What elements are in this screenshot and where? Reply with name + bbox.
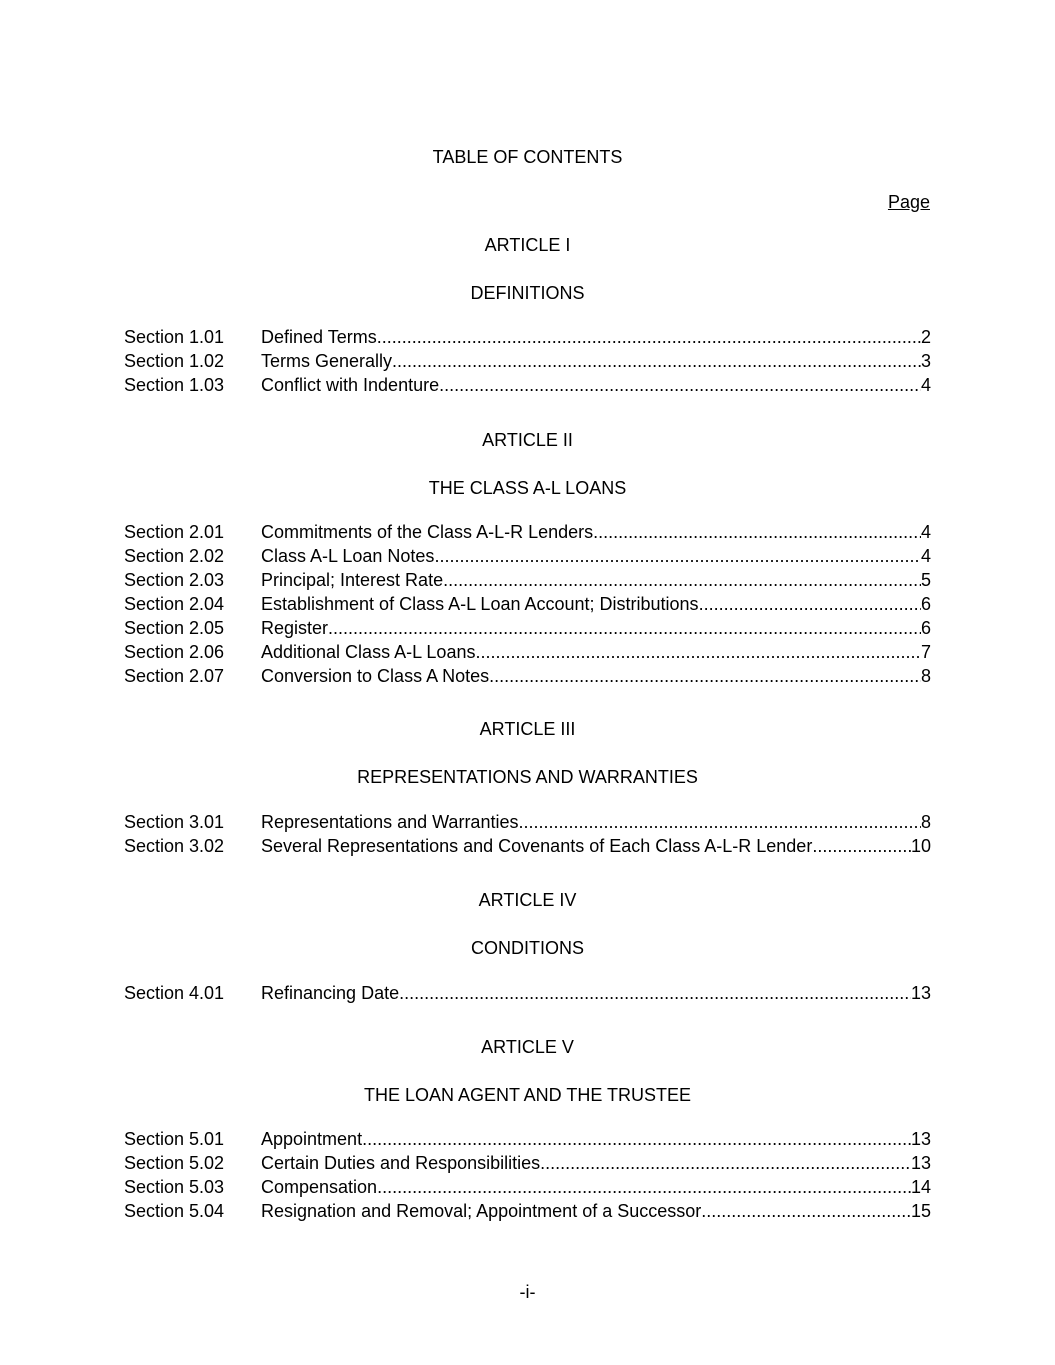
dot-leader xyxy=(699,592,921,616)
toc-entry[interactable] xyxy=(124,1151,931,1175)
toc-entry[interactable] xyxy=(124,544,931,568)
section-number: Section 5.01 xyxy=(124,1129,225,1149)
dot-leader xyxy=(377,1175,911,1199)
article-label: ARTICLE V xyxy=(481,1037,574,1057)
section-title: Additional Class A-L Loans xyxy=(261,642,476,662)
section-title: Commitments of the Class A-L-R Lenders xyxy=(261,522,594,542)
section-page-number: 7 xyxy=(920,642,931,662)
page-column-header: Page xyxy=(887,192,930,212)
dot-leader xyxy=(701,1199,911,1223)
section-title: Refinancing Date xyxy=(261,983,400,1003)
section-number: Section 2.02 xyxy=(124,546,225,566)
article-label: ARTICLE I xyxy=(484,235,571,255)
section-list xyxy=(124,981,931,1005)
toc-entry[interactable] xyxy=(124,1199,931,1223)
toc-entry[interactable] xyxy=(124,810,931,834)
section-title: Defined Terms xyxy=(261,327,377,347)
section-page-number: 8 xyxy=(920,812,931,832)
section-number: Section 1.03 xyxy=(124,375,225,395)
toc-entry[interactable] xyxy=(124,1127,931,1151)
toc-entry[interactable] xyxy=(124,834,931,858)
article-heading: THE LOAN AGENT AND THE TRUSTEE xyxy=(363,1085,692,1105)
section-page-number: 6 xyxy=(920,618,931,638)
section-page-number: 5 xyxy=(920,570,931,590)
section-list xyxy=(124,520,931,688)
section-number: Section 1.02 xyxy=(124,351,225,371)
section-number: Section 5.04 xyxy=(124,1201,225,1221)
section-title: Conflict with Indenture xyxy=(261,375,440,395)
toc-entry[interactable] xyxy=(124,325,931,349)
section-number: Section 3.01 xyxy=(124,812,225,832)
article-heading: CONDITIONS xyxy=(470,938,584,958)
article-label: ARTICLE IV xyxy=(478,890,577,910)
dot-leader xyxy=(434,544,921,568)
article-label: ARTICLE II xyxy=(482,430,573,450)
article-heading: DEFINITIONS xyxy=(470,283,585,303)
section-page-number: 13 xyxy=(910,1153,931,1173)
dot-leader xyxy=(475,640,921,664)
section-list xyxy=(124,325,931,397)
dot-leader xyxy=(540,1151,911,1175)
section-title: Principal; Interest Rate xyxy=(261,570,444,590)
toc-entry[interactable] xyxy=(124,664,931,688)
dot-leader xyxy=(443,568,921,592)
section-title: Compensation xyxy=(261,1177,378,1197)
article-heading: THE CLASS A-L LOANS xyxy=(428,478,627,498)
toc-entry[interactable] xyxy=(124,568,931,592)
section-title: Resignation and Removal; Appointment of a Successor xyxy=(261,1201,702,1221)
toc-entry[interactable] xyxy=(124,981,931,1005)
dot-leader xyxy=(593,520,921,544)
section-page-number: 4 xyxy=(920,546,931,566)
dot-leader xyxy=(392,349,921,373)
section-page-number: 4 xyxy=(920,375,931,395)
section-number: Section 2.05 xyxy=(124,618,225,638)
section-number: Section 5.03 xyxy=(124,1177,225,1197)
section-page-number: 6 xyxy=(920,594,931,614)
section-page-number: 3 xyxy=(920,351,931,371)
dot-leader xyxy=(518,810,921,834)
dot-leader xyxy=(489,664,921,688)
section-number: Section 2.03 xyxy=(124,570,225,590)
section-title: Conversion to Class A Notes xyxy=(261,666,490,686)
toc-entry[interactable] xyxy=(124,373,931,397)
section-number: Section 4.01 xyxy=(124,983,225,1003)
toc-entry[interactable] xyxy=(124,1175,931,1199)
section-title: Certain Duties and Responsibilities xyxy=(261,1153,541,1173)
section-number: Section 1.01 xyxy=(124,327,225,347)
dot-leader xyxy=(377,325,921,349)
section-page-number: 10 xyxy=(910,836,931,856)
toc-entry[interactable] xyxy=(124,616,931,640)
section-title: Appointment xyxy=(261,1129,363,1149)
section-number: Section 2.07 xyxy=(124,666,225,686)
section-number: Section 3.02 xyxy=(124,836,225,856)
section-page-number: 8 xyxy=(920,666,931,686)
dot-leader xyxy=(328,616,921,640)
dot-leader xyxy=(812,834,911,858)
section-page-number: 13 xyxy=(910,983,931,1003)
section-title: Terms Generally xyxy=(261,351,393,371)
page-number-footer: -i- xyxy=(519,1282,536,1302)
section-number: Section 2.01 xyxy=(124,522,225,542)
dot-leader xyxy=(399,981,911,1005)
section-number: Section 2.04 xyxy=(124,594,225,614)
section-title: Establishment of Class A-L Loan Account; Distributions xyxy=(261,594,699,614)
section-number: Section 5.02 xyxy=(124,1153,225,1173)
section-page-number: 2 xyxy=(920,327,931,347)
section-title: Class A-L Loan Notes xyxy=(261,546,435,566)
toc-title: TABLE OF CONTENTS xyxy=(432,147,623,167)
dot-leader xyxy=(439,373,921,397)
section-number: Section 2.06 xyxy=(124,642,225,662)
toc-entry[interactable] xyxy=(124,592,931,616)
toc-entry[interactable] xyxy=(124,349,931,373)
section-title: Several Representations and Covenants of Each Class A-L-R Lender xyxy=(261,836,813,856)
section-page-number: 4 xyxy=(920,522,931,542)
section-page-number: 14 xyxy=(910,1177,931,1197)
section-title: Representations and Warranties xyxy=(261,812,519,832)
section-title: Register xyxy=(261,618,329,638)
section-page-number: 13 xyxy=(910,1129,931,1149)
section-page-number: 15 xyxy=(910,1201,931,1221)
toc-entry[interactable] xyxy=(124,520,931,544)
article-heading: REPRESENTATIONS AND WARRANTIES xyxy=(357,767,698,787)
section-list xyxy=(124,1127,931,1223)
dot-leader xyxy=(362,1127,911,1151)
section-list xyxy=(124,810,931,858)
toc-entry[interactable] xyxy=(124,640,931,664)
article-label: ARTICLE III xyxy=(479,719,576,739)
